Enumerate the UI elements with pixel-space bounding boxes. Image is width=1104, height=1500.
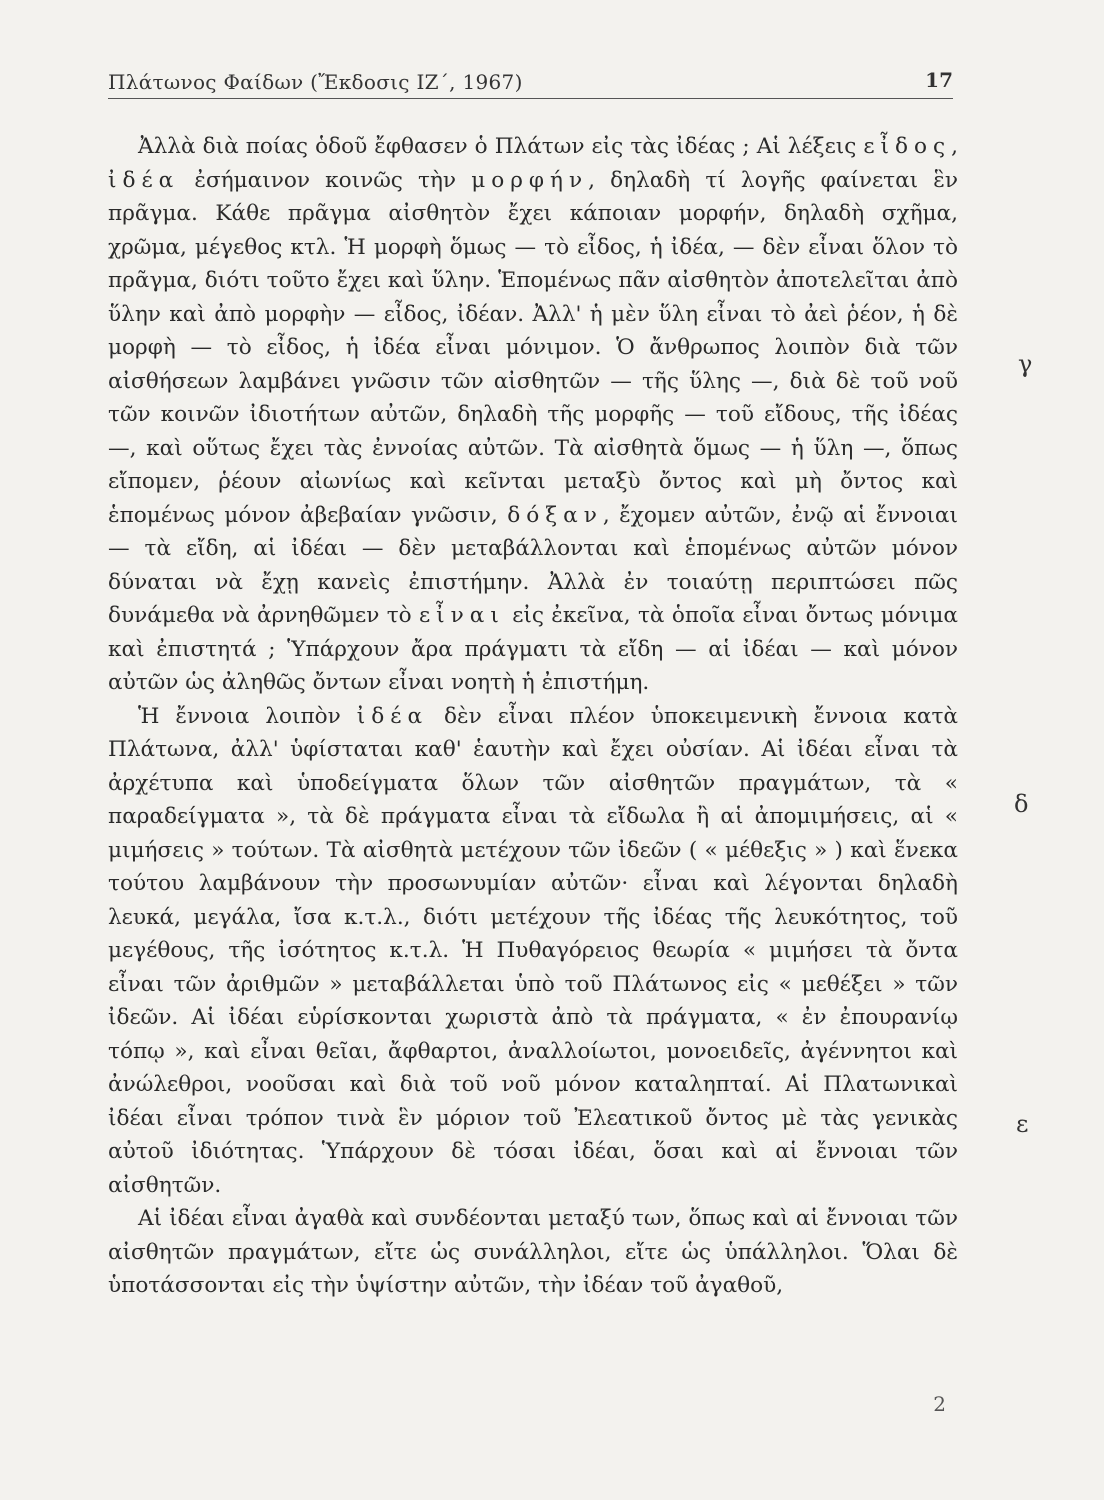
text-run: , ἔχομεν αὐτῶν, ἐνῷ αἱ ἔννοιαι — τὰ εἴδη, αἱ ἰδέαι — δὲν μεταβάλλονται καὶ ἑπομένως αὐτῶν μόνον δύναται νὰ ἔχῃ κανεὶς ἐπιστήμην. Ἀλλὰ ἐν τοιαύτῃ περιπτώσει πῶς δυνάμεθα νὰ ἀρνηθῶμεν τὸ: [108, 502, 958, 628]
spaced-word: ἰδέα: [356, 703, 429, 729]
text-run: ἐσήμαινον κοινῶς τὴν: [179, 167, 472, 193]
margin-note-epsilon: ε: [1016, 1110, 1029, 1138]
spaced-word: μορφήν: [471, 167, 589, 193]
running-header: [108, 70, 953, 99]
paragraph-1: [108, 130, 958, 700]
text-run: , δηλαδὴ τί λογῆς φαίνεται ἓν πρᾶγμα. Κάθε πρᾶγμα αἰσθητὸν ἔχει κάποιαν μορφήν, δηλαδὴ σχῆμα, χρῶμα, μέγεθος κτλ. Ἡ μορφὴ ὅμως — τὸ εἶδος, ἡ ἰδέα, — δὲν εἶναι ὅλον τὸ πρᾶγμα, διότι τοῦτο ἔχει καὶ ὕλην. Ἑπομένως πᾶν αἰσθητὸν ἀποτελεῖται ἀπὸ ὕλην καὶ ἀπὸ μορφὴν — εἶδος, ἰδέαν. Ἀλλ' ἡ μὲν ὕλη εἶναι τὸ ἀεὶ ῥέον, ἡ δὲ μορφὴ — τὸ εἶδος, ἡ ἰδέα εἶναι μόνιμον. Ὁ ἄνθρωπος λοιπὸν διὰ τῶν αἰσθήσεων λαμβάνει γνῶσιν τῶν αἰσθητῶν — τῆς ὕλης —, διὰ δὲ τοῦ νοῦ τῶν κοινῶν ἰδιοτήτων αὐτῶν, δηλαδὴ τῆς μορφῆς — τοῦ εἴδους, τῆς ἰδέας —, καὶ οὕτως ἔχει τὰς ἐννοίας αὐτῶν. Τὰ αἰσθητὰ ὅμως — ἡ ὕλη —, ὅπως εἴπομεν, ῥέουν αἰωνίως καὶ κεῖνται μεταξὺ ὄντος καὶ μὴ ὄντος καὶ ἑπομένως μόνον ἀβεβαίαν γνῶσιν,: [108, 167, 958, 528]
spaced-word: εἶδος: [863, 134, 952, 159]
spaced-word: εἶναι: [419, 603, 505, 628]
paragraph-2: [108, 700, 958, 1203]
signature-mark: 2: [933, 1392, 946, 1416]
text-run: ,: [951, 134, 958, 159]
spaced-word: δόξαν: [507, 502, 603, 528]
margin-note-gamma: γ: [1018, 350, 1033, 378]
spaced-word: ἰδέα: [108, 167, 180, 193]
text-run: Ἡ ἔννοια λοιπὸν: [138, 703, 357, 729]
body-text: [108, 130, 958, 1303]
text-run: Αἱ ἰδέαι εἶναι ἀγαθὰ καὶ συνδέονται μεταξύ των, ὅπως καὶ αἱ ἔννοιαι τῶν αἰσθητῶν πραγμάτων, εἴτε ὡς συνάλληλοι, εἴτε ὡς ὑπάλληλοι. Ὅλαι δὲ ὑποτάσσονται εἰς τὴν ὑψίστην αὐτῶν, τὴν ἰδέαν τοῦ ἀγαθοῦ,: [108, 1206, 958, 1298]
paragraph-3: [108, 1202, 958, 1303]
header-title: Πλάτωνος Φαίδων (Ἔκδοσις ΙΖ΄, 1967): [108, 70, 523, 94]
text-run: Ἀλλὰ διὰ ποίας ὁδοῦ ἔφθασεν ὁ Πλάτων εἰς τὰς ἰδέας ; Αἱ λέξεις: [138, 134, 864, 159]
text-run: εἰς ἐκεῖνα, τὰ ὁποῖα εἶναι ὄντως μόνιμα καὶ ἐπιστητά ; Ὑπάρχουν ἄρα πράγματι τὰ εἴδη — αἱ ἰδέαι — καὶ μόνον αὐτῶν ὡς ἀληθῶς ὄντων εἶναι νοητὴ ἡ ἐπιστήμη.: [108, 603, 958, 695]
margin-note-delta: δ: [1014, 790, 1029, 818]
page-number: 17: [925, 68, 953, 92]
text-run: δὲν εἶναι πλέον ὑποκειμενικὴ ἔννοια κατὰ Πλάτωνα, ἀλλ' ὑφίσταται καθ' ἑαυτὴν καὶ ἔχει οὐσίαν. Αἱ ἰδέαι εἶναι τὰ ἀρχέτυπα καὶ ὑποδείγματα ὅλων τῶν αἰσθητῶν πραγμάτων, τὰ « παραδείγματα », τὰ δὲ πράγματα εἶναι τὰ εἴδωλα ἢ αἱ ἀπομιμήσεις, αἱ « μιμήσεις » τούτων. Τὰ αἰσθητὰ μετέχουν τῶν ἰδεῶν ( « μέθεξις » ) καὶ ἕνεκα τούτου λαμβάνουν τὴν προσωνυμίαν αὐτῶν· εἶναι καὶ λέγονται δηλαδὴ λευκά, μεγάλα, ἴσα κ.τ.λ., διότι μετέχουν τῆς ἰδέας τῆς λευκότητος, τοῦ μεγέθους, τῆς ἰσότητος κ.τ.λ. Ἡ Πυθαγόρειος θεωρία « μιμήσει τὰ ὄντα εἶναι τῶν ἀριθμῶν » μεταβάλλεται ὑπὸ τοῦ Πλάτωνος εἰς « μεθέξει » τῶν ἰδεῶν. Αἱ ἰδέαι εὑρίσκονται χωριστὰ ἀπὸ τὰ πράγματα, « ἐν ἐπουρανίῳ τόπῳ », καὶ εἶναι θεῖαι, ἄφθαρτοι, ἀναλλοίωτοι, μονοειδεῖς, ἀγέννητοι καὶ ἀνώλεθροι, νοοῦσαι καὶ διὰ τοῦ νοῦ μόνον καταληπταί. Αἱ Πλατωνικαὶ ἰδέαι εἶναι τρόπον τινὰ ἓν μόριον τοῦ Ἐλεατικοῦ ὄντος μὲ τὰς γενικὰς αὐτοῦ ἰδιότητας. Ὑπάρχουν δὲ τόσαι ἰδέαι, ὅσαι καὶ αἱ ἔννοιαι τῶν αἰσθητῶν.: [108, 703, 958, 1198]
